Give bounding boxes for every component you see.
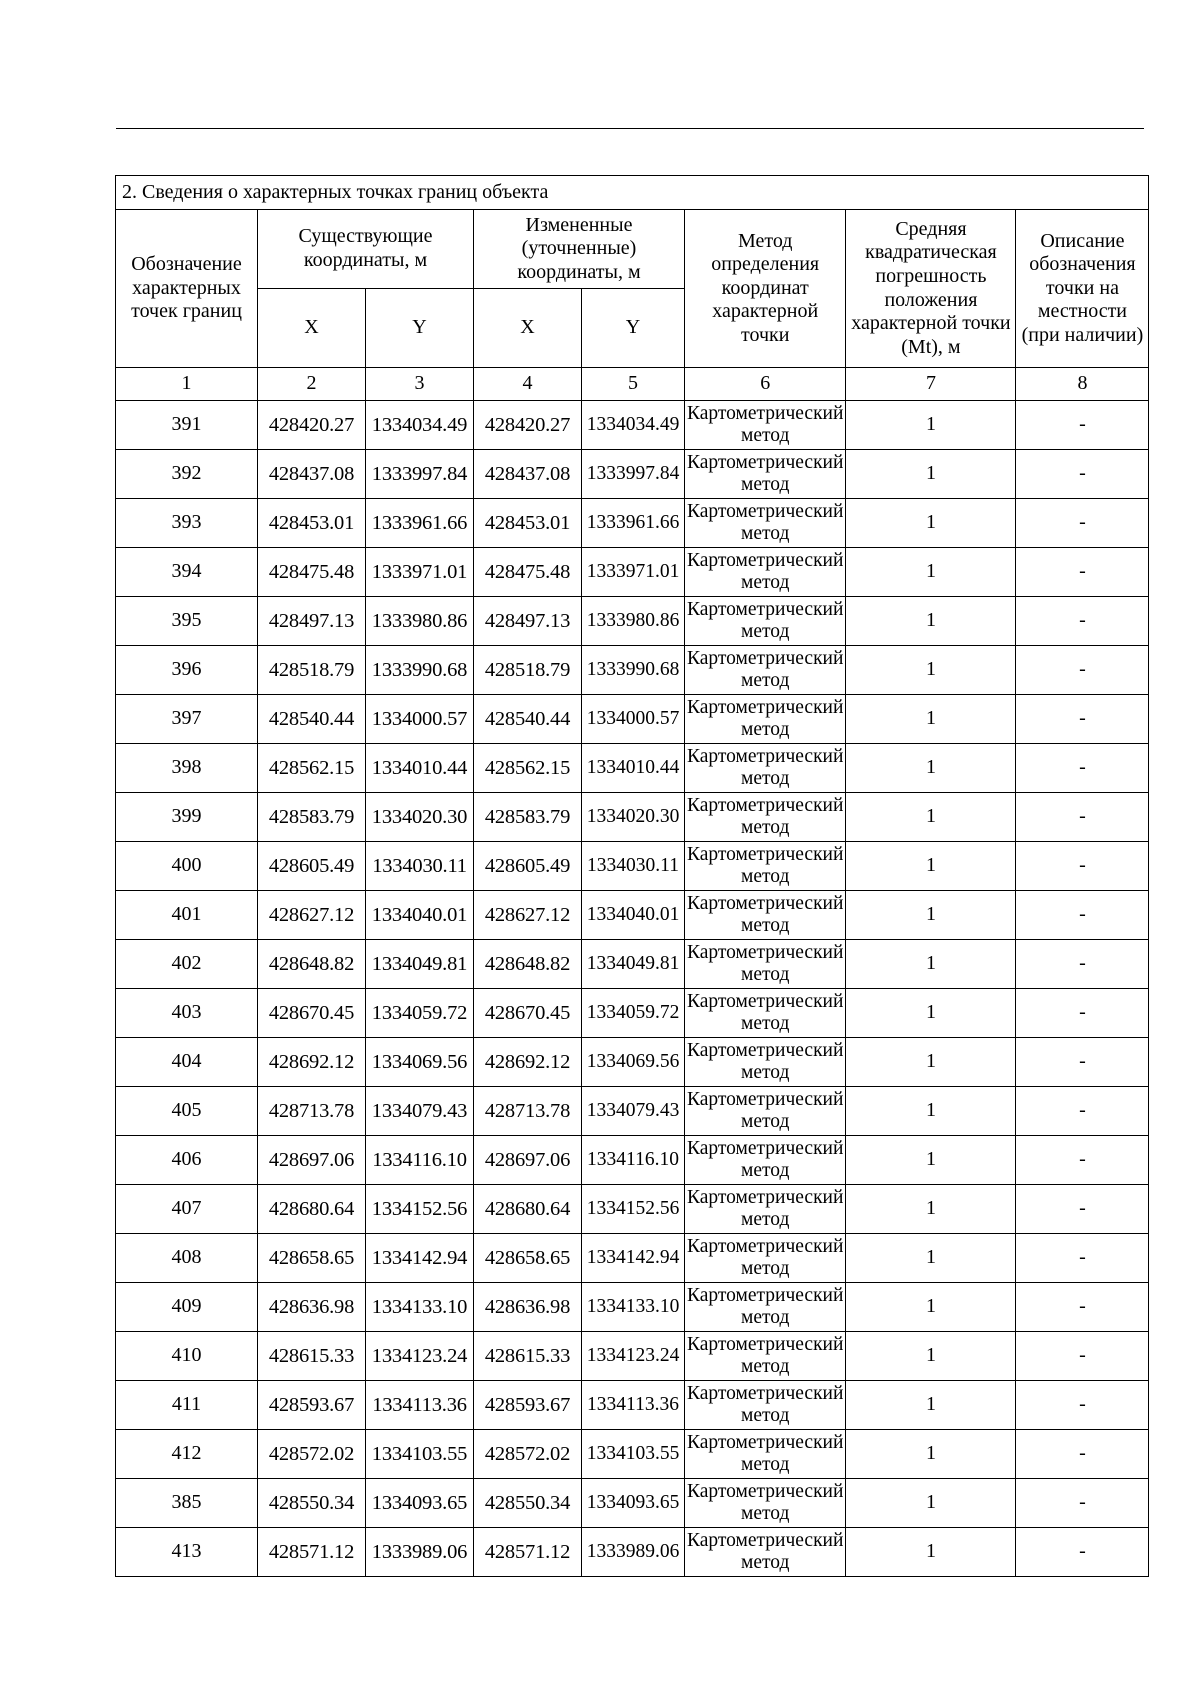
method-cell: Картометрический метод <box>685 1234 846 1283</box>
description-cell: - <box>1016 891 1149 940</box>
existing-y-cell: 1334040.01 <box>366 891 474 940</box>
description-cell: - <box>1016 499 1149 548</box>
header-designation: Обозначение характерных точек границ <box>116 210 258 368</box>
existing-x-cell: 428497.13 <box>258 597 366 646</box>
mt-cell: 1 <box>846 597 1016 646</box>
point-id-cell: 411 <box>116 1381 258 1430</box>
description-cell: - <box>1016 1430 1149 1479</box>
point-id-cell: 396 <box>116 646 258 695</box>
mt-cell: 1 <box>846 1185 1016 1234</box>
changed-x-cell: 428572.02 <box>474 1430 582 1479</box>
method-cell: Картометрический метод <box>685 1381 846 1430</box>
table-row <box>116 1479 1149 1528</box>
existing-x-cell: 428627.12 <box>258 891 366 940</box>
existing-y-cell: 1334103.55 <box>366 1430 474 1479</box>
header-changed-coords: Измененные (уточненные) координаты, м <box>474 210 685 289</box>
existing-x-cell: 428572.02 <box>258 1430 366 1479</box>
changed-y-cell: 1334142.94 <box>582 1234 685 1283</box>
existing-y-cell: 1334152.56 <box>366 1185 474 1234</box>
changed-y-cell: 1334020.30 <box>582 793 685 842</box>
method-cell: Картометрический метод <box>685 989 846 1038</box>
mt-cell: 1 <box>846 1038 1016 1087</box>
existing-x-cell: 428420.27 <box>258 401 366 450</box>
existing-y-cell: 1334069.56 <box>366 1038 474 1087</box>
existing-x-cell: 428648.82 <box>258 940 366 989</box>
point-id-cell: 394 <box>116 548 258 597</box>
table-row <box>116 499 1149 548</box>
point-id-cell: 393 <box>116 499 258 548</box>
changed-y-cell: 1334103.55 <box>582 1430 685 1479</box>
existing-x-cell: 428670.45 <box>258 989 366 1038</box>
changed-x-cell: 428627.12 <box>474 891 582 940</box>
mt-cell: 1 <box>846 499 1016 548</box>
changed-y-cell: 1334034.49 <box>582 401 685 450</box>
table-body <box>116 401 1149 1577</box>
existing-x-cell: 428453.01 <box>258 499 366 548</box>
changed-y-cell: 1334000.57 <box>582 695 685 744</box>
method-cell: Картометрический метод <box>685 1185 846 1234</box>
table-row <box>116 1528 1149 1577</box>
existing-y-cell: 1334020.30 <box>366 793 474 842</box>
column-number-row <box>116 368 1149 401</box>
point-id-cell: 400 <box>116 842 258 891</box>
point-id-cell: 407 <box>116 1185 258 1234</box>
table-row <box>116 1136 1149 1185</box>
mt-cell: 1 <box>846 842 1016 891</box>
mt-cell: 1 <box>846 646 1016 695</box>
changed-x-cell: 428593.67 <box>474 1381 582 1430</box>
method-cell: Картометрический метод <box>685 842 846 891</box>
table-row <box>116 1185 1149 1234</box>
description-cell: - <box>1016 744 1149 793</box>
changed-x-cell: 428697.06 <box>474 1136 582 1185</box>
changed-x-cell: 428437.08 <box>474 450 582 499</box>
changed-y-cell: 1334049.81 <box>582 940 685 989</box>
existing-y-cell: 1333961.66 <box>366 499 474 548</box>
table-row <box>116 1381 1149 1430</box>
method-cell: Картометрический метод <box>685 891 846 940</box>
point-id-cell: 408 <box>116 1234 258 1283</box>
changed-y-cell: 1334040.01 <box>582 891 685 940</box>
method-cell: Картометрический метод <box>685 1038 846 1087</box>
header-rule <box>116 128 1144 129</box>
changed-y-cell: 1333989.06 <box>582 1528 685 1577</box>
mt-cell: 1 <box>846 989 1016 1038</box>
existing-y-cell: 1334079.43 <box>366 1087 474 1136</box>
existing-x-cell: 428605.49 <box>258 842 366 891</box>
description-cell: - <box>1016 1528 1149 1577</box>
table-row <box>116 1332 1149 1381</box>
mt-cell: 1 <box>846 450 1016 499</box>
changed-x-cell: 428475.48 <box>474 548 582 597</box>
changed-x-cell: 428658.65 <box>474 1234 582 1283</box>
method-cell: Картометрический метод <box>685 744 846 793</box>
changed-y-cell: 1334113.36 <box>582 1381 685 1430</box>
method-cell: Картометрический метод <box>685 548 846 597</box>
description-cell: - <box>1016 1332 1149 1381</box>
point-id-cell: 391 <box>116 401 258 450</box>
point-id-cell: 413 <box>116 1528 258 1577</box>
description-cell: - <box>1016 1381 1149 1430</box>
description-cell: - <box>1016 989 1149 1038</box>
changed-x-cell: 428497.13 <box>474 597 582 646</box>
description-cell: - <box>1016 1479 1149 1528</box>
changed-y-cell: 1333990.68 <box>582 646 685 695</box>
point-id-cell: 401 <box>116 891 258 940</box>
column-number: 6 <box>685 368 846 401</box>
existing-y-cell: 1334000.57 <box>366 695 474 744</box>
existing-x-cell: 428562.15 <box>258 744 366 793</box>
changed-x-cell: 428540.44 <box>474 695 582 744</box>
table-row <box>116 744 1149 793</box>
point-id-cell: 397 <box>116 695 258 744</box>
table-row <box>116 793 1149 842</box>
point-id-cell: 409 <box>116 1283 258 1332</box>
table-row <box>116 1234 1149 1283</box>
changed-x-cell: 428420.27 <box>474 401 582 450</box>
column-number: 7 <box>846 368 1016 401</box>
changed-x-cell: 428583.79 <box>474 793 582 842</box>
header-description: Описание обозначения точки на местности (при наличии) <box>1016 210 1149 368</box>
table-row <box>116 1430 1149 1479</box>
method-cell: Картометрический метод <box>685 1283 846 1332</box>
existing-y-cell: 1334030.11 <box>366 842 474 891</box>
table-row <box>116 646 1149 695</box>
point-id-cell: 398 <box>116 744 258 793</box>
description-cell: - <box>1016 597 1149 646</box>
existing-x-cell: 428437.08 <box>258 450 366 499</box>
point-id-cell: 406 <box>116 1136 258 1185</box>
existing-y-cell: 1333980.86 <box>366 597 474 646</box>
changed-x-cell: 428518.79 <box>474 646 582 695</box>
existing-x-cell: 428692.12 <box>258 1038 366 1087</box>
mt-cell: 1 <box>846 695 1016 744</box>
table-row <box>116 548 1149 597</box>
existing-y-cell: 1333989.06 <box>366 1528 474 1577</box>
table-row <box>116 597 1149 646</box>
existing-x-cell: 428475.48 <box>258 548 366 597</box>
existing-y-cell: 1333990.68 <box>366 646 474 695</box>
point-id-cell: 395 <box>116 597 258 646</box>
table-row <box>116 989 1149 1038</box>
header-changed-y: Y <box>582 289 685 368</box>
existing-x-cell: 428540.44 <box>258 695 366 744</box>
method-cell: Картометрический метод <box>685 1136 846 1185</box>
existing-y-cell: 1334116.10 <box>366 1136 474 1185</box>
existing-y-cell: 1333997.84 <box>366 450 474 499</box>
existing-y-cell: 1334113.36 <box>366 1381 474 1430</box>
changed-x-cell: 428562.15 <box>474 744 582 793</box>
existing-x-cell: 428636.98 <box>258 1283 366 1332</box>
description-cell: - <box>1016 1283 1149 1332</box>
changed-x-cell: 428670.45 <box>474 989 582 1038</box>
mt-cell: 1 <box>846 1234 1016 1283</box>
changed-y-cell: 1334123.24 <box>582 1332 685 1381</box>
point-id-cell: 399 <box>116 793 258 842</box>
mt-cell: 1 <box>846 548 1016 597</box>
boundary-points-table <box>115 175 1149 1577</box>
point-id-cell: 385 <box>116 1479 258 1528</box>
method-cell: Картометрический метод <box>685 597 846 646</box>
existing-x-cell: 428593.67 <box>258 1381 366 1430</box>
changed-y-cell: 1333971.01 <box>582 548 685 597</box>
method-cell: Картометрический метод <box>685 940 846 989</box>
changed-y-cell: 1333980.86 <box>582 597 685 646</box>
point-id-cell: 402 <box>116 940 258 989</box>
changed-x-cell: 428713.78 <box>474 1087 582 1136</box>
existing-x-cell: 428615.33 <box>258 1332 366 1381</box>
changed-x-cell: 428692.12 <box>474 1038 582 1087</box>
method-cell: Картометрический метод <box>685 1430 846 1479</box>
existing-y-cell: 1334133.10 <box>366 1283 474 1332</box>
table-row <box>116 401 1149 450</box>
existing-x-cell: 428658.65 <box>258 1234 366 1283</box>
existing-y-cell: 1333971.01 <box>366 548 474 597</box>
column-number: 1 <box>116 368 258 401</box>
description-cell: - <box>1016 548 1149 597</box>
header-existing-coords: Существующие координаты, м <box>258 210 474 289</box>
description-cell: - <box>1016 646 1149 695</box>
point-id-cell: 412 <box>116 1430 258 1479</box>
description-cell: - <box>1016 1234 1149 1283</box>
method-cell: Картометрический метод <box>685 1528 846 1577</box>
changed-y-cell: 1333961.66 <box>582 499 685 548</box>
changed-x-cell: 428453.01 <box>474 499 582 548</box>
existing-y-cell: 1334123.24 <box>366 1332 474 1381</box>
existing-x-cell: 428550.34 <box>258 1479 366 1528</box>
changed-y-cell: 1334116.10 <box>582 1136 685 1185</box>
method-cell: Картометрический метод <box>685 450 846 499</box>
table-row <box>116 450 1149 499</box>
changed-y-cell: 1334093.65 <box>582 1479 685 1528</box>
description-cell: - <box>1016 1087 1149 1136</box>
mt-cell: 1 <box>846 744 1016 793</box>
changed-x-cell: 428605.49 <box>474 842 582 891</box>
changed-y-cell: 1334079.43 <box>582 1087 685 1136</box>
method-cell: Картометрический метод <box>685 695 846 744</box>
changed-x-cell: 428636.98 <box>474 1283 582 1332</box>
existing-y-cell: 1334010.44 <box>366 744 474 793</box>
description-cell: - <box>1016 401 1149 450</box>
table-row <box>116 891 1149 940</box>
changed-y-cell: 1334069.56 <box>582 1038 685 1087</box>
section-title: 2. Сведения о характерных точках границ объекта <box>116 176 1149 210</box>
mt-cell: 1 <box>846 1381 1016 1430</box>
mt-cell: 1 <box>846 1479 1016 1528</box>
description-cell: - <box>1016 793 1149 842</box>
header-changed-x: X <box>474 289 582 368</box>
description-cell: - <box>1016 695 1149 744</box>
column-number: 3 <box>366 368 474 401</box>
existing-x-cell: 428583.79 <box>258 793 366 842</box>
table-row <box>116 940 1149 989</box>
table-row <box>116 842 1149 891</box>
description-cell: - <box>1016 940 1149 989</box>
existing-x-cell: 428680.64 <box>258 1185 366 1234</box>
mt-cell: 1 <box>846 1283 1016 1332</box>
table-row <box>116 1087 1149 1136</box>
changed-x-cell: 428648.82 <box>474 940 582 989</box>
point-id-cell: 404 <box>116 1038 258 1087</box>
table-row <box>116 1038 1149 1087</box>
point-id-cell: 405 <box>116 1087 258 1136</box>
method-cell: Картометрический метод <box>685 1332 846 1381</box>
column-number: 4 <box>474 368 582 401</box>
description-cell: - <box>1016 1038 1149 1087</box>
table-row <box>116 1283 1149 1332</box>
existing-y-cell: 1334093.65 <box>366 1479 474 1528</box>
changed-x-cell: 428550.34 <box>474 1479 582 1528</box>
method-cell: Картометрический метод <box>685 646 846 695</box>
mt-cell: 1 <box>846 1332 1016 1381</box>
mt-cell: 1 <box>846 891 1016 940</box>
mt-cell: 1 <box>846 1136 1016 1185</box>
changed-y-cell: 1333997.84 <box>582 450 685 499</box>
method-cell: Картометрический метод <box>685 793 846 842</box>
header-existing-y: Y <box>366 289 474 368</box>
column-number: 2 <box>258 368 366 401</box>
changed-x-cell: 428680.64 <box>474 1185 582 1234</box>
point-id-cell: 410 <box>116 1332 258 1381</box>
column-number: 8 <box>1016 368 1149 401</box>
changed-x-cell: 428615.33 <box>474 1332 582 1381</box>
mt-cell: 1 <box>846 940 1016 989</box>
point-id-cell: 392 <box>116 450 258 499</box>
mt-cell: 1 <box>846 1087 1016 1136</box>
description-cell: - <box>1016 842 1149 891</box>
method-cell: Картометрический метод <box>685 499 846 548</box>
existing-x-cell: 428713.78 <box>258 1087 366 1136</box>
changed-y-cell: 1334152.56 <box>582 1185 685 1234</box>
changed-y-cell: 1334133.10 <box>582 1283 685 1332</box>
existing-y-cell: 1334049.81 <box>366 940 474 989</box>
header-mt: Средняя квадратическая погрешность положения характерной точки (Mt), м <box>846 210 1016 368</box>
method-cell: Картометрический метод <box>685 401 846 450</box>
header-existing-x: X <box>258 289 366 368</box>
description-cell: - <box>1016 1136 1149 1185</box>
changed-y-cell: 1334059.72 <box>582 989 685 1038</box>
method-cell: Картометрический метод <box>685 1087 846 1136</box>
existing-y-cell: 1334034.49 <box>366 401 474 450</box>
existing-x-cell: 428518.79 <box>258 646 366 695</box>
table-row <box>116 695 1149 744</box>
header-method: Метод определения координат характерной точки <box>685 210 846 368</box>
mt-cell: 1 <box>846 793 1016 842</box>
changed-y-cell: 1334030.11 <box>582 842 685 891</box>
mt-cell: 1 <box>846 1528 1016 1577</box>
existing-x-cell: 428571.12 <box>258 1528 366 1577</box>
existing-y-cell: 1334142.94 <box>366 1234 474 1283</box>
column-number: 5 <box>582 368 685 401</box>
description-cell: - <box>1016 1185 1149 1234</box>
description-cell: - <box>1016 450 1149 499</box>
changed-y-cell: 1334010.44 <box>582 744 685 793</box>
existing-x-cell: 428697.06 <box>258 1136 366 1185</box>
mt-cell: 1 <box>846 1430 1016 1479</box>
point-id-cell: 403 <box>116 989 258 1038</box>
mt-cell: 1 <box>846 401 1016 450</box>
method-cell: Картометрический метод <box>685 1479 846 1528</box>
existing-y-cell: 1334059.72 <box>366 989 474 1038</box>
changed-x-cell: 428571.12 <box>474 1528 582 1577</box>
